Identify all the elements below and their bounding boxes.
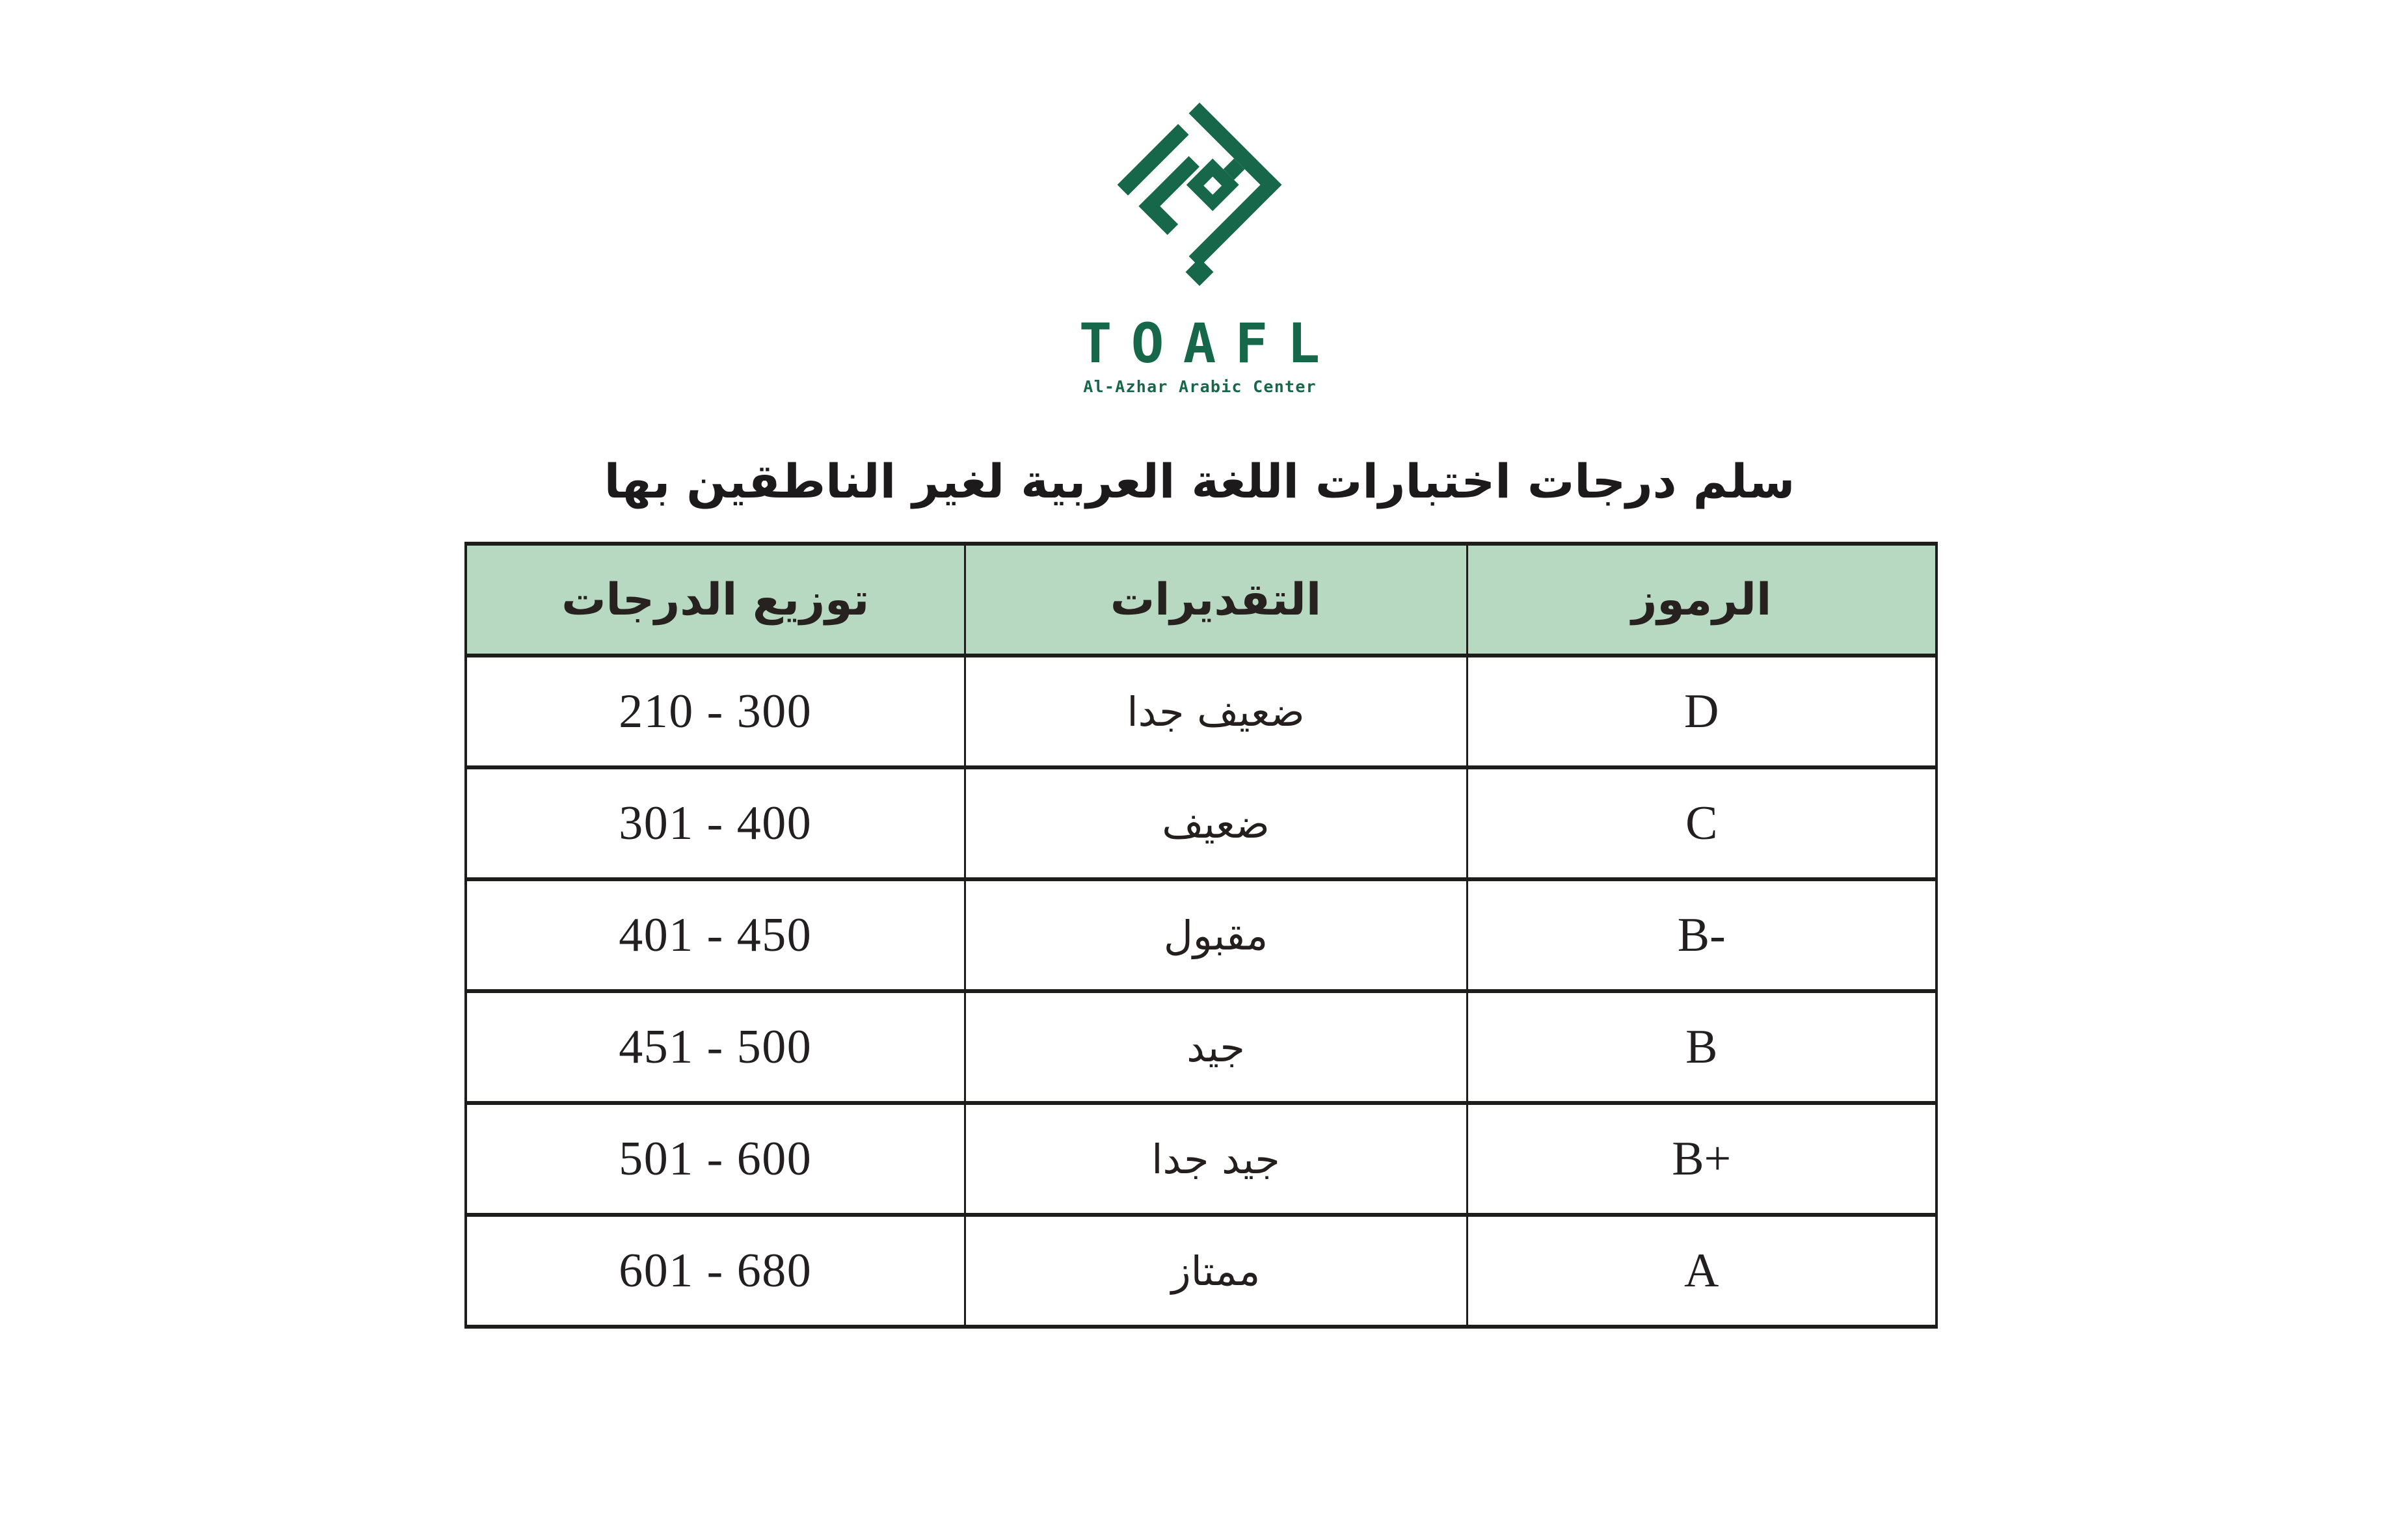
- score-range: 501 - 600: [466, 1103, 965, 1215]
- grade-label: جيد: [965, 991, 1467, 1103]
- score-range: 401 - 450: [466, 879, 965, 991]
- brand-block: [0, 98, 2399, 395]
- score-scale-table: [464, 542, 1938, 1329]
- table-row: [466, 991, 1937, 1103]
- page-title: سلم درجات اختبارات اللغة العربية لغير الناطقين بها: [604, 454, 1795, 509]
- grade-label: جيد جدا: [965, 1103, 1467, 1215]
- header-score-distribution: توزيع الدرجات: [466, 544, 965, 656]
- score-range: 601 - 680: [466, 1215, 965, 1327]
- grade-symbol: A: [1467, 1215, 1937, 1327]
- grade-symbol: B-: [1467, 879, 1937, 991]
- score-range: 301 - 400: [466, 767, 965, 879]
- grade-label: ممتاز: [965, 1215, 1467, 1327]
- grade-label: مقبول: [965, 879, 1467, 991]
- score-range: 451 - 500: [466, 991, 965, 1103]
- grade-label: ضعيف: [965, 767, 1467, 879]
- grade-symbol: C: [1467, 767, 1937, 879]
- score-range: 210 - 300: [466, 656, 965, 767]
- brand-wordmark: TOAFL: [1079, 312, 1339, 375]
- header-symbols: الرموز: [1467, 544, 1937, 656]
- table-header: [466, 544, 1937, 656]
- table-row: [466, 1215, 1937, 1327]
- kufic-logo-icon: [1106, 98, 1293, 307]
- table-row: [466, 1103, 1937, 1215]
- grade-symbol: D: [1467, 656, 1937, 767]
- table-row: [466, 879, 1937, 991]
- brand-tagline: Al-Azhar Arabic Center: [1083, 377, 1317, 396]
- table-body: [466, 656, 1937, 1327]
- table-row: [466, 767, 1937, 879]
- grade-symbol: B: [1467, 991, 1937, 1103]
- grade-symbol: B+: [1467, 1103, 1937, 1215]
- header-row: [466, 544, 1937, 656]
- grade-label: ضعيف جدا: [965, 656, 1467, 767]
- header-grades: التقديرات: [965, 544, 1467, 656]
- table-row: [466, 656, 1937, 767]
